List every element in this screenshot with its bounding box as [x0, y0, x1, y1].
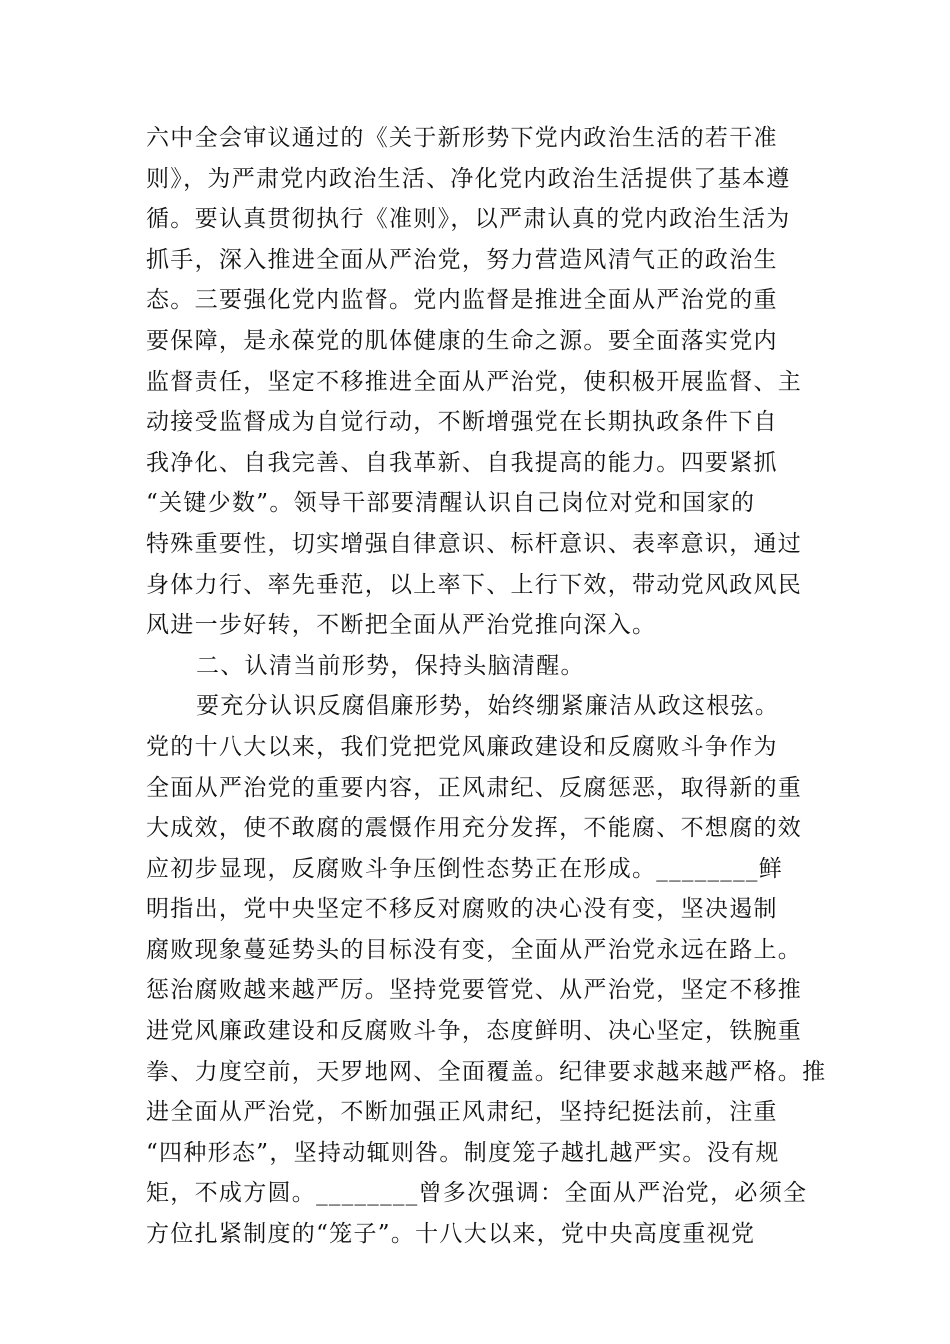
- text-line: 明指出，党中央坚定不移反对腐败的决心没有变，坚决遏制: [146, 896, 778, 923]
- text-line: 抓手，深入推进全面从严治党，努力营造风清气正的政治生: [146, 246, 778, 273]
- text-line: “关键少数”。领导干部要清醒认识自己岗位对党和国家的: [146, 490, 756, 517]
- document-body: [146, 118, 826, 1255]
- text-line: 党的十八大以来，我们党把党风廉政建设和反腐败斗争作为: [146, 733, 778, 760]
- text-line: 态。三要强化党内监督。党内监督是推进全面从严治党的重: [146, 287, 778, 314]
- text-line: 拳、力度空前，天罗地网、全面覆盖。纪律要求越来越严格。推: [146, 1058, 827, 1085]
- text-line: 风进一步好转，不断把全面从严治党推向深入。: [146, 612, 657, 639]
- text-line: 方位扎紧制度的“笼子”。十八大以来，党中央高度重视党: [146, 1221, 756, 1248]
- text-line: 身体力行、率先垂范，以上率下、上行下效，带动党风政风民: [146, 571, 803, 598]
- text-line: 进全面从严治党，不断加强正风肃纪，坚持纪挺法前，注重: [146, 1099, 778, 1126]
- text-line: 大成效，使不敢腐的震慑作用充分发挥，不能腐、不想腐的效: [146, 815, 803, 842]
- text-line: 进党风廉政建设和反腐败斗争，态度鲜明、决心坚定，铁腕重: [146, 1018, 803, 1045]
- text-line: 矩，不成方圆。________曾多次强调：全面从严治党，必须全: [146, 1180, 808, 1207]
- text-line: 应初步显现，反腐败斗争压倒性态势正在形成。________鲜: [146, 855, 783, 882]
- text-line: “四种形态”，坚持动辄则咎。制度笼子越扎越严实。没有规: [146, 1139, 780, 1166]
- text-line: 则》，为严肃党内政治生活、净化党内政治生活提供了基本遵: [146, 165, 791, 192]
- text-line: 循。要认真贯彻执行《准则》，以严肃认真的党内政治生活为: [146, 206, 791, 233]
- text-line: 动接受监督成为自觉行动，不断增强党在长期执政条件下自: [146, 409, 778, 436]
- text-line: 我净化、自我完善、自我革新、自我提高的能力。四要紧抓: [146, 449, 778, 476]
- text-line: 六中全会审议通过的《关于新形势下党内政治生活的若干准: [146, 125, 778, 151]
- text-line: 腐败现象蔓延势头的目标没有变，全面从严治党永远在路上。: [146, 936, 803, 963]
- section-heading: 二、认清当前形势，保持头脑清醒。: [196, 652, 585, 679]
- text-line: 全面从严治党的重要内容，正风肃纪、反腐惩恶，取得新的重: [146, 774, 803, 801]
- text-line: 特殊重要性，切实增强自律意识、标杆意识、表率意识，通过: [146, 530, 803, 557]
- text-line: 惩治腐败越来越严厉。坚持党要管党、从严治党，坚定不移推: [146, 977, 803, 1004]
- text-line: 要保障，是永葆党的肌体健康的生命之源。要全面落实党内: [146, 327, 778, 354]
- text-line: 要充分认识反腐倡廉形势，始终绷紧廉洁从政这根弦。: [196, 693, 780, 720]
- text-line: 监督责任，坚定不移推进全面从严治党，使积极开展监督、主: [146, 368, 803, 395]
